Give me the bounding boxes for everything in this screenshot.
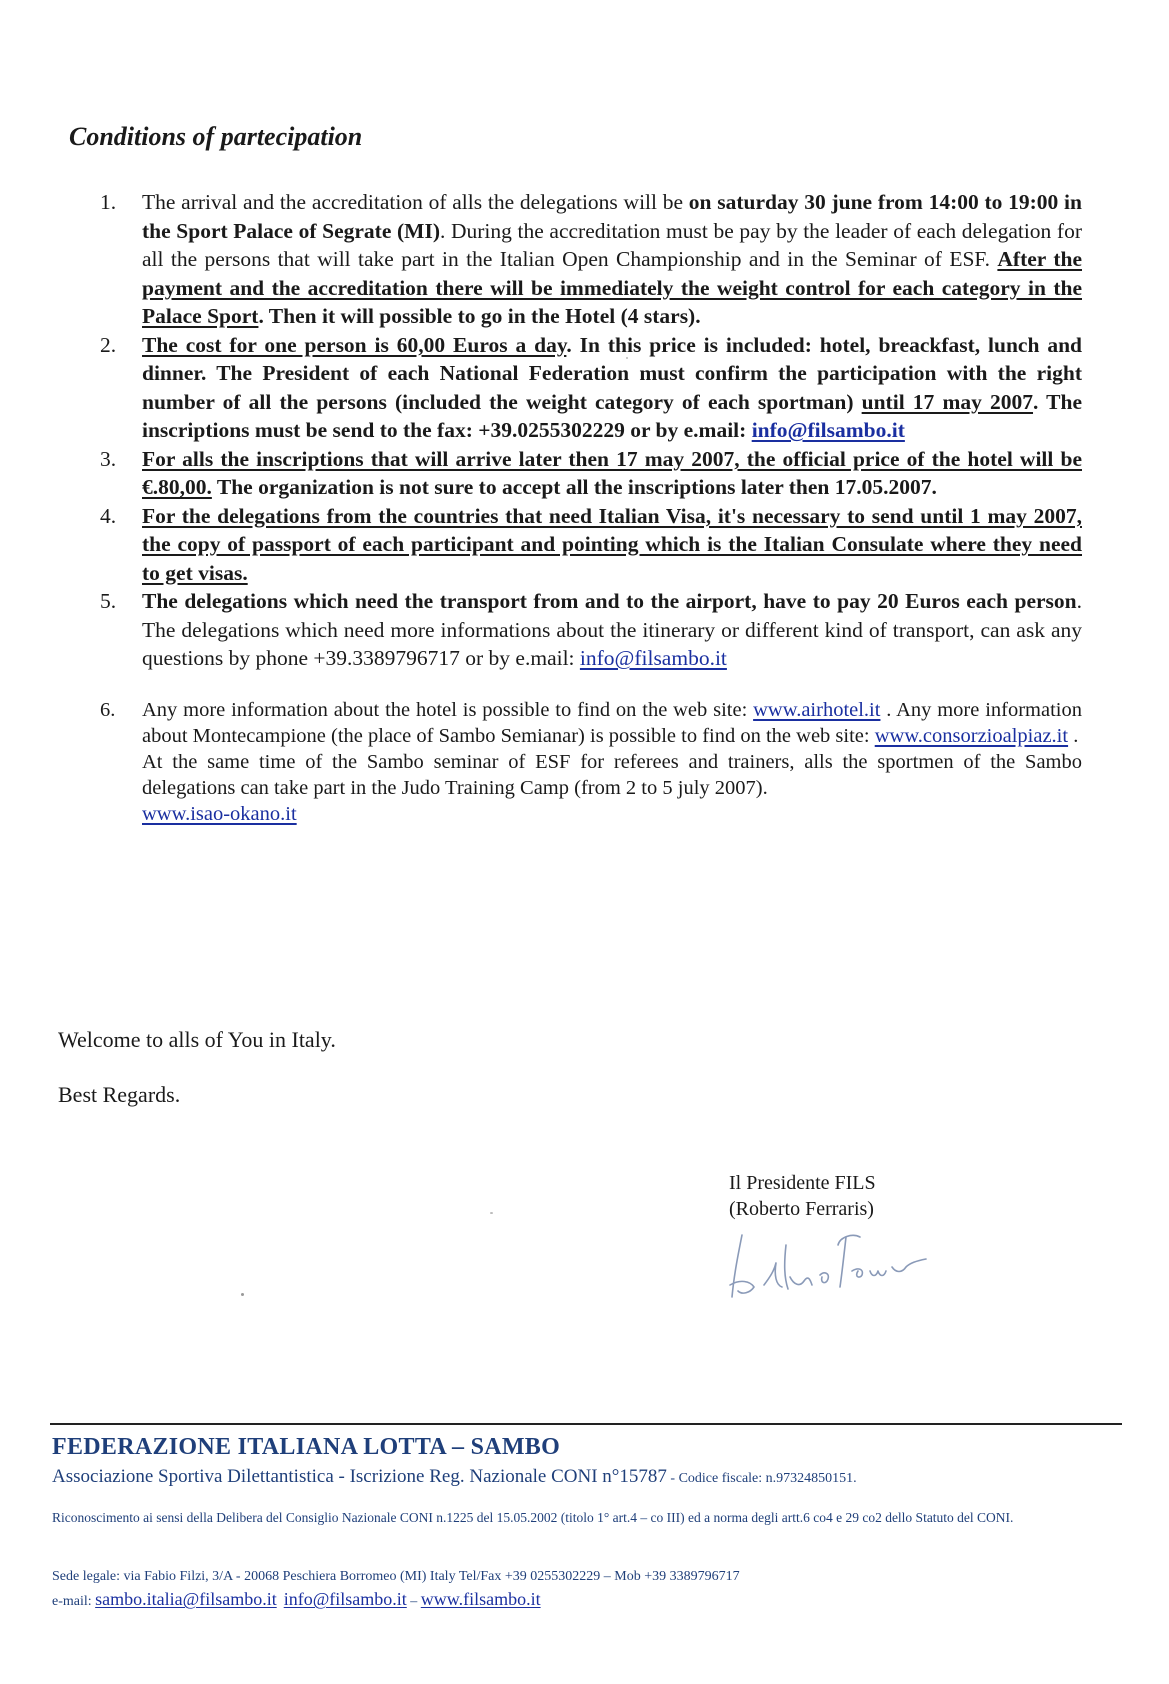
footer-website-link[interactable]: www.filsambo.it bbox=[420, 1589, 541, 1609]
scan-speck bbox=[626, 357, 628, 359]
text-segment: The delegations which need the transport from and to the airport, have to pay 20 Euros each person bbox=[142, 589, 1077, 613]
text-segment: After the payment and the accreditation there will be immediately the weight control for each category in the Palace Sport bbox=[142, 247, 1082, 328]
condition-text bbox=[142, 190, 1082, 328]
signatory-name: (Roberto Ferraris) bbox=[729, 1198, 874, 1220]
condition-item bbox=[100, 445, 1082, 502]
text-segment: . Then it will possible to go in the Hotel (4 stars). bbox=[258, 304, 701, 328]
text-link[interactable]: info@filsambo.it bbox=[751, 418, 905, 442]
text-segment: . In this price is included: hotel, breackfast, lunch and dinner. The President of each National Federation must confirm the participation with the right number of all the persons (included the weight category of each sportman) bbox=[142, 332, 1082, 414]
footer-organization-name: FEDERAZIONE ITALIANA LOTTA – SAMBO bbox=[52, 1434, 561, 1460]
text-segment: on saturday 30 june from 14:00 to 19:00 in the Sport Palace of Segrate (MI) bbox=[142, 190, 1082, 243]
condition-item bbox=[100, 587, 1082, 673]
text-segment: For the delegations from the countries that need Italian Visa, it's necessary to send until 1 may 2007, the copy of passport of each participant and pointing which is the Italian Consulate where they need to get visas. bbox=[142, 503, 1082, 585]
text-segment: The organization is not sure to accept all the inscriptions later then 17.05.2007. bbox=[211, 475, 937, 499]
text-segment: . bbox=[1068, 724, 1079, 747]
text-segment: The arrival and the accreditation of alls the delegations will be bbox=[142, 190, 689, 214]
condition-item bbox=[100, 188, 1082, 331]
text-segment: . Any more information about Montecampione (the place of Sambo Semianar) is possible to find on the web site: bbox=[142, 698, 1082, 747]
footer-recognition: Riconoscimento ai sensi della Delibera del Consiglio Nazionale CONI n.1225 del 15.05.2002 (titolo 1° art.4 – co III) ed a norma degli artt.6 co4 e 29 co2 dello Statuto del CONI. bbox=[52, 1510, 1014, 1525]
condition-text bbox=[142, 447, 1082, 500]
hotel-info-paragraph bbox=[142, 697, 1082, 749]
text-segment: The cost for one person is 60,00 Euros a day bbox=[142, 332, 567, 357]
condition-item-6 bbox=[100, 697, 1082, 827]
text-segment: until 17 may 2007 bbox=[861, 389, 1034, 414]
scan-speck bbox=[241, 1293, 244, 1296]
condition-text bbox=[142, 333, 1082, 443]
conditions-list bbox=[100, 188, 1082, 827]
footer-legal-address: Sede legale: via Fabio Filzi, 3/A - 20068 Peschiera Borromeo (MI) Italy Tel/Fax +39 0255302229 – Mob +39 3389796717 bbox=[52, 1569, 740, 1584]
scan-speck bbox=[490, 1212, 493, 1214]
condition-item bbox=[100, 502, 1082, 588]
footer-contact-line bbox=[52, 1589, 541, 1610]
condition-number: 5. bbox=[100, 589, 117, 613]
welcome-text: Welcome to alls of You in Italy. bbox=[58, 1027, 336, 1052]
condition-number: 2. bbox=[100, 332, 117, 357]
text-segment: For alls the inscriptions that will arrive later then 17 may 2007, the official price of the hotel will be €.80,00. bbox=[142, 446, 1082, 499]
text-segment: . The inscriptions must be send to the fax: +39.0255302229 or by e.mail: bbox=[142, 389, 1082, 442]
handwritten-signature bbox=[720, 1215, 1000, 1305]
condition-number: 6. bbox=[100, 698, 116, 721]
text-link[interactable]: www.consorzioalpiaz.it bbox=[874, 724, 1069, 747]
condition-item bbox=[100, 331, 1082, 445]
judo-camp-paragraph bbox=[142, 749, 1082, 801]
footer-email-label: e-mail: bbox=[52, 1594, 96, 1609]
page-title: Conditions of partecipation bbox=[69, 122, 363, 151]
condition-number: 4. bbox=[100, 503, 117, 528]
isao-okano-link-line bbox=[142, 801, 1082, 827]
condition-text bbox=[142, 504, 1082, 585]
footer-separator: – bbox=[406, 1594, 421, 1609]
text-link[interactable]: www.airhotel.it bbox=[753, 698, 881, 721]
text-segment: At the same time of the Sambo seminar of ESF for referees and trainers, alls the sportmen of the Sambo delegations can take part in the Judo Training Camp (from 2 to 5 july 2007). bbox=[142, 750, 1082, 799]
footer-divider bbox=[50, 1423, 1122, 1425]
footer-email-link-1[interactable]: sambo.italia@filsambo.it bbox=[95, 1589, 277, 1609]
text-segment: Any more information about the hotel is possible to find on the web site: bbox=[142, 698, 754, 721]
condition-number: 3. bbox=[100, 446, 117, 471]
condition-number: 1. bbox=[100, 190, 117, 214]
text-segment: . During the accreditation must be pay by the leader of each delegation for all the persons that will take part in the Italian Open Championship and in the Seminar of ESF. bbox=[142, 218, 1082, 271]
text-segment: . The delegations which need more informations about the itinerary or different kind of transport, can ask any questions by phone +39.3389796717 or by e.mail: bbox=[142, 589, 1082, 670]
condition-text bbox=[142, 589, 1082, 670]
footer-association-line bbox=[52, 1466, 857, 1488]
text-link[interactable]: info@filsambo.it bbox=[579, 646, 727, 670]
footer-fiscal-code: - Codice fiscale: n.97324850151. bbox=[666, 1471, 857, 1486]
footer-registration: Associazione Sportiva Dilettantistica - Iscrizione Reg. Nazionale CONI n°15787 bbox=[52, 1466, 667, 1487]
footer-email-link-2[interactable]: info@filsambo.it bbox=[283, 1589, 407, 1609]
text-link[interactable]: www.isao-okano.it bbox=[142, 802, 297, 825]
regards-text: Best Regards. bbox=[58, 1082, 181, 1107]
signatory-title: Il Presidente FILS bbox=[729, 1172, 876, 1194]
